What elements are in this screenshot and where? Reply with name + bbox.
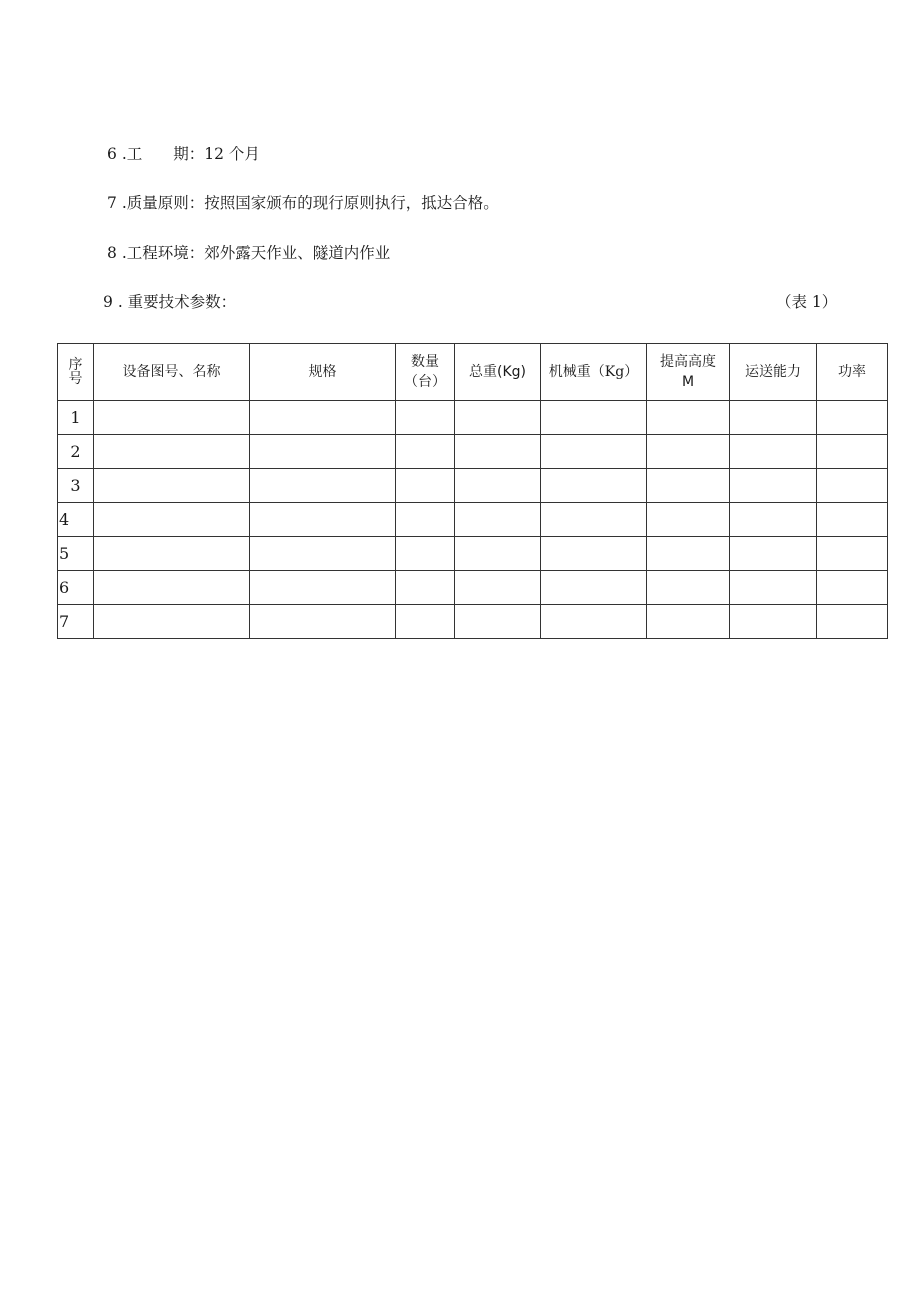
table-cell: [396, 571, 455, 605]
item-number: 8: [107, 244, 117, 262]
row-number: 4: [58, 503, 94, 537]
table-row: [58, 435, 888, 469]
table-cell: [94, 469, 250, 503]
table-cell: [817, 435, 888, 469]
table-cell: [455, 537, 541, 571]
table-cell: [455, 605, 541, 639]
header-device-name: 设备图号、名称: [94, 344, 250, 401]
table-cell: [94, 605, 250, 639]
table-row: [58, 537, 888, 571]
header-quantity-bottom: （台）: [404, 374, 446, 390]
table-cell: [730, 469, 817, 503]
item-6: [107, 142, 260, 164]
table-cell: [817, 503, 888, 537]
header-seq-bottom: 号: [68, 371, 83, 387]
table-row: [58, 469, 888, 503]
table-cell: [250, 401, 396, 435]
table-cell: [730, 537, 817, 571]
header-seq: [58, 344, 94, 401]
table-cell: [396, 401, 455, 435]
table-header-row: [58, 344, 888, 401]
item-text: .工程环境：郊外露天作业、隧道内作业: [121, 244, 391, 262]
table-cell: [94, 571, 250, 605]
item-number: 9: [103, 293, 113, 311]
item-text: .工 期：12 个月: [121, 145, 260, 163]
table-cell: [455, 503, 541, 537]
header-total-weight: 总重(Kg): [455, 344, 541, 401]
item-number: 7: [107, 194, 117, 212]
table-cell: [396, 503, 455, 537]
table-cell: [94, 537, 250, 571]
table-cell: [730, 605, 817, 639]
table-cell: [94, 401, 250, 435]
header-seq-top: 序: [68, 357, 83, 373]
item-number: 6: [107, 145, 117, 163]
header-quantity-top: 数量: [411, 354, 439, 370]
row-number: 5: [58, 537, 94, 571]
header-machine-weight: 机械重（Kg）: [541, 344, 647, 401]
table-row: [58, 503, 888, 537]
table-cell: [647, 503, 730, 537]
row-number: 6: [58, 571, 94, 605]
header-capacity: 运送能力: [730, 344, 817, 401]
table-cell: [647, 571, 730, 605]
header-spec: 规格: [250, 344, 396, 401]
table-cell: [541, 537, 647, 571]
table-cell: [817, 537, 888, 571]
row-number: 1: [58, 401, 94, 435]
table-cell: [730, 435, 817, 469]
table-reference: （表 1）: [776, 293, 838, 311]
table-cell: [541, 503, 647, 537]
table-cell: [817, 401, 888, 435]
table-cell: [817, 571, 888, 605]
table-cell: [250, 571, 396, 605]
table-cell: [396, 469, 455, 503]
table-cell: [250, 435, 396, 469]
table-cell: [250, 503, 396, 537]
table-cell: [541, 469, 647, 503]
table-cell: [541, 605, 647, 639]
table-cell: [94, 503, 250, 537]
table-cell: [541, 571, 647, 605]
table-cell: [250, 469, 396, 503]
table-cell: [541, 401, 647, 435]
table-cell: [250, 537, 396, 571]
item-8: [107, 241, 390, 263]
table-row: [58, 605, 888, 639]
table-cell: [647, 469, 730, 503]
table-cell: [730, 571, 817, 605]
table-cell: [817, 469, 888, 503]
table-cell: [455, 435, 541, 469]
table-cell: [250, 605, 396, 639]
row-number: 2: [58, 435, 94, 469]
table-cell: [647, 401, 730, 435]
table-row: [58, 401, 888, 435]
table-cell: [396, 435, 455, 469]
header-lift-height-bottom: M: [681, 374, 695, 390]
technical-parameters-table: [57, 343, 888, 639]
table-cell: [455, 571, 541, 605]
table-cell: [730, 401, 817, 435]
row-number: 7: [58, 605, 94, 639]
table-cell: [396, 537, 455, 571]
table-cell: [647, 435, 730, 469]
table-cell: [730, 503, 817, 537]
item-9: [103, 290, 236, 312]
table-cell: [647, 605, 730, 639]
item-text: .质量原则：按照国家颁布的现行原则执行，抵达合格。: [121, 194, 499, 212]
table-row: [58, 571, 888, 605]
table-cell: [541, 435, 647, 469]
row-number: 3: [58, 469, 94, 503]
header-power: 功率: [817, 344, 888, 401]
table-cell: [647, 537, 730, 571]
header-lift-height-top: 提高高度: [660, 354, 716, 370]
item-text: . 重要技术参数：: [117, 293, 237, 311]
item-7: [107, 191, 499, 213]
table-cell: [817, 605, 888, 639]
table-cell: [94, 435, 250, 469]
table-cell: [455, 401, 541, 435]
header-quantity: [396, 344, 455, 401]
table-cell: [455, 469, 541, 503]
header-lift-height: [647, 344, 730, 401]
table-cell: [396, 605, 455, 639]
